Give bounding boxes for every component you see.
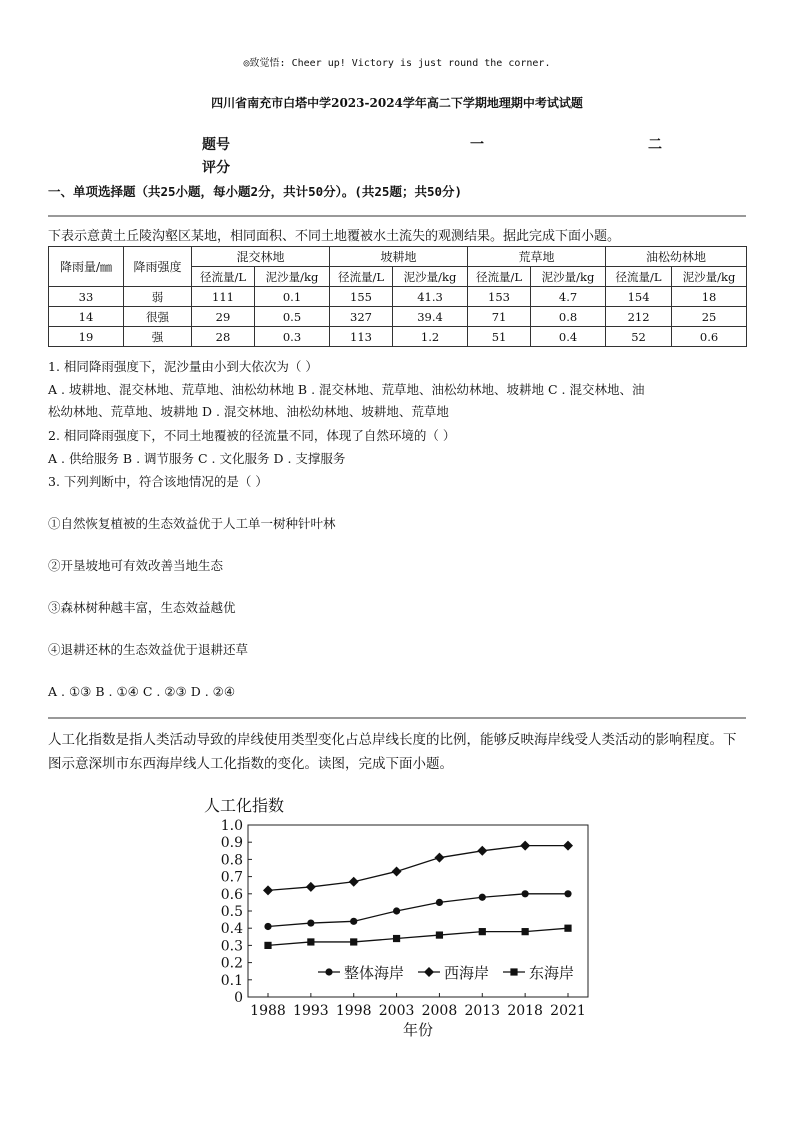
question-2: 2. 相同降雨强度下，不同土地覆被的径流量不同，体现了自然环境的（ ） bbox=[48, 428, 456, 443]
data-table bbox=[48, 246, 747, 347]
table-cell: 4.7 bbox=[531, 287, 606, 307]
data-point bbox=[510, 968, 517, 975]
data-point bbox=[563, 841, 573, 851]
data-point bbox=[479, 894, 486, 901]
y-tick-label: 0.8 bbox=[220, 852, 243, 869]
x-tick-label: 2013 bbox=[464, 1003, 501, 1019]
table-row bbox=[49, 327, 747, 347]
table-cell: 0.6 bbox=[672, 327, 747, 347]
cell-intensity: 很强 bbox=[124, 307, 192, 327]
group2-intro: 人工化指数是指人类活动导致的岸线使用类型变化占总岸线长度的比例，能够反映海岸线受人类活动的影响程度。下图示意深圳市东西海岸线人工化指数的变化。读图，完成下面小题。 bbox=[48, 732, 737, 772]
sub-runoff: 径流量/L bbox=[330, 267, 393, 287]
data-point bbox=[564, 925, 571, 932]
table-cell: 51 bbox=[468, 327, 531, 347]
cell-intensity: 弱 bbox=[124, 287, 192, 307]
data-point bbox=[349, 877, 359, 887]
data-point bbox=[520, 841, 530, 851]
table-cell: 0.5 bbox=[255, 307, 330, 327]
chart-legend bbox=[318, 964, 574, 982]
cell-rain: 33 bbox=[49, 287, 124, 307]
table-row bbox=[49, 307, 747, 327]
data-point bbox=[436, 899, 443, 906]
header-land-3: 荒草地 bbox=[468, 247, 606, 267]
table-cell: 52 bbox=[606, 327, 672, 347]
score-row-label-score: 评分 bbox=[202, 160, 230, 176]
header-land-4: 油松幼林地 bbox=[606, 247, 747, 267]
sub-runoff: 径流量/L bbox=[468, 267, 531, 287]
table-cell: 0.1 bbox=[255, 287, 330, 307]
chart-axes bbox=[221, 818, 588, 1019]
data-point bbox=[264, 942, 271, 949]
data-point bbox=[393, 935, 400, 942]
data-point bbox=[263, 885, 273, 895]
score-row-label-number: 题号 bbox=[202, 137, 230, 153]
table-cell: 25 bbox=[672, 307, 747, 327]
table-cell: 153 bbox=[468, 287, 531, 307]
legend-label: 西海岸 bbox=[444, 964, 490, 982]
y-tick-label: 0.3 bbox=[220, 938, 243, 955]
x-tick-label: 2018 bbox=[507, 1003, 543, 1019]
header-rain: 降雨量/㎜ bbox=[49, 247, 124, 287]
y-tick-label: 0.5 bbox=[220, 904, 243, 920]
cell-intensity: 强 bbox=[124, 327, 192, 347]
section-heading: 一、单项选择题（共25小题，每小题2分，共计50分）。(共25题；共50分) bbox=[48, 184, 463, 199]
slogan: ◎致觉悟: Cheer up! Victory is just round the corner. bbox=[243, 58, 551, 69]
series-line bbox=[268, 846, 568, 891]
question-1-options-line2: 松幼林地、荒草地、坡耕地 D . 混交林地、油松幼林地、坡耕地、荒草地 bbox=[48, 404, 449, 419]
divider bbox=[48, 215, 746, 217]
data-point bbox=[436, 931, 443, 938]
y-tick-label: 0.6 bbox=[220, 886, 243, 903]
data-point bbox=[325, 968, 332, 975]
table-cell: 155 bbox=[330, 287, 393, 307]
line-chart bbox=[190, 790, 610, 1050]
score-col-two: 二 bbox=[648, 137, 662, 153]
x-tick-label: 1998 bbox=[335, 1003, 372, 1019]
y-tick-label: 0.4 bbox=[220, 921, 243, 938]
x-axis-label: 年份 bbox=[402, 1021, 434, 1039]
x-tick-label: 2021 bbox=[550, 1003, 586, 1019]
header-land-2: 坡耕地 bbox=[330, 247, 468, 267]
sub-runoff: 径流量/L bbox=[192, 267, 255, 287]
statement-3: ③森林树种越丰富，生态效益越优 bbox=[48, 600, 236, 615]
question-3: 3. 下列判断中，符合该地情况的是（ ） bbox=[48, 474, 268, 489]
table-cell: 0.8 bbox=[531, 307, 606, 327]
question-1-options-line1: A . 坡耕地、混交林地、荒草地、油松幼林地 B . 混交林地、荒草地、油松幼林地、坡耕地 C . 混交林地、油 bbox=[48, 382, 645, 397]
statement-1: ①自然恢复植被的生态效益优于人工单一树种针叶林 bbox=[48, 516, 336, 531]
data-point bbox=[424, 967, 434, 977]
data-point bbox=[477, 846, 487, 856]
legend-label: 整体海岸 bbox=[344, 964, 405, 982]
x-tick-label: 2008 bbox=[421, 1003, 458, 1019]
sub-sediment: 泥沙量/kg bbox=[255, 267, 330, 287]
sub-sediment: 泥沙量/kg bbox=[393, 267, 468, 287]
table-cell: 111 bbox=[192, 287, 255, 307]
data-point bbox=[479, 928, 486, 935]
x-tick-label: 1993 bbox=[293, 1003, 329, 1019]
statement-4: ④退耕还林的生态效益优于退耕还草 bbox=[48, 642, 249, 657]
data-point bbox=[564, 890, 571, 897]
table-cell: 113 bbox=[330, 327, 393, 347]
sub-sediment: 泥沙量/kg bbox=[531, 267, 606, 287]
data-point bbox=[350, 938, 357, 945]
data-point bbox=[306, 882, 316, 892]
table-cell: 0.4 bbox=[531, 327, 606, 347]
question-1: 1. 相同降雨强度下，泥沙量由小到大依次为（ ） bbox=[48, 359, 318, 374]
cell-rain: 14 bbox=[49, 307, 124, 327]
x-tick-label: 2003 bbox=[378, 1003, 415, 1019]
table-cell: 29 bbox=[192, 307, 255, 327]
y-tick-label: 0.2 bbox=[220, 955, 243, 972]
score-col-one: 一 bbox=[470, 137, 484, 153]
table-cell: 18 bbox=[672, 287, 747, 307]
header-land-1: 混交林地 bbox=[192, 247, 330, 267]
sub-sediment: 泥沙量/kg bbox=[672, 267, 747, 287]
data-point bbox=[264, 923, 271, 930]
data-point bbox=[522, 928, 529, 935]
question-3-options: A . ①③ B . ①④ C . ②③ D . ②④ bbox=[48, 684, 236, 699]
table-cell: 41.3 bbox=[393, 287, 468, 307]
divider bbox=[48, 717, 746, 719]
group1-intro: 下表示意黄土丘陵沟壑区某地，相同面积、不同土地覆被水土流失的观测结果。据此完成下面小题。 bbox=[48, 229, 621, 244]
y-tick-label: 1.0 bbox=[220, 818, 243, 834]
sub-runoff: 径流量/L bbox=[606, 267, 672, 287]
x-tick-label: 1988 bbox=[250, 1003, 286, 1019]
page-title: 四川省南充市白塔中学2023-2024学年高二下学期地理期中考试试题 bbox=[211, 96, 583, 110]
table-cell: 28 bbox=[192, 327, 255, 347]
y-tick-label: 0.1 bbox=[220, 972, 243, 989]
y-tick-label: 0 bbox=[234, 990, 243, 1006]
question-2-options: A . 供给服务 B . 调节服务 C . 文化服务 D . 支撑服务 bbox=[48, 451, 346, 466]
table-cell: 327 bbox=[330, 307, 393, 327]
table-cell: 1.2 bbox=[393, 327, 468, 347]
data-point bbox=[307, 938, 314, 945]
header-intensity: 降雨强度 bbox=[124, 247, 192, 287]
table-cell: 154 bbox=[606, 287, 672, 307]
statement-2: ②开垦坡地可有效改善当地生态 bbox=[48, 558, 224, 573]
data-point bbox=[307, 919, 314, 926]
table-row bbox=[49, 287, 747, 307]
table-cell: 71 bbox=[468, 307, 531, 327]
y-tick-label: 0.7 bbox=[220, 869, 243, 886]
data-point bbox=[434, 853, 444, 863]
data-point bbox=[392, 866, 402, 876]
cell-rain: 19 bbox=[49, 327, 124, 347]
table-cell: 39.4 bbox=[393, 307, 468, 327]
data-point bbox=[393, 907, 400, 914]
table-cell: 0.3 bbox=[255, 327, 330, 347]
chart-series bbox=[263, 841, 573, 949]
data-point bbox=[350, 918, 357, 925]
data-point bbox=[522, 890, 529, 897]
chart-title: 人工化指数 bbox=[204, 796, 285, 815]
y-tick-label: 0.9 bbox=[220, 835, 243, 852]
table-cell: 212 bbox=[606, 307, 672, 327]
legend-label: 东海岸 bbox=[529, 964, 575, 982]
